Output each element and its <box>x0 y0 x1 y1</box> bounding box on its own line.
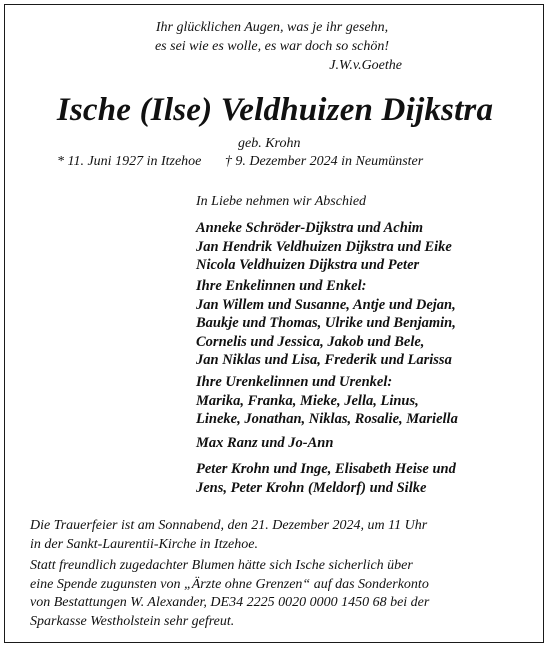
notice-line: in der Sankt-Laurentii-Kirche in Itzehoe. <box>30 536 258 552</box>
mourner-group-children <box>196 219 536 275</box>
poem-author: J.W.v.Goethe <box>329 58 402 73</box>
mourner-line: Anneke Schröder-Dijkstra und Achim <box>196 220 424 236</box>
notice-line: Die Trauerfeier ist am Sonnabend, den 21. Dezember 2024, um 11 Uhr <box>30 518 428 533</box>
mourner-line: Jan Hendrik Veldhuizen Dijkstra und Eike <box>196 238 452 255</box>
mourner-line: Ihre Urenkelinnen und Urenkel: <box>196 374 393 390</box>
donation-notice <box>30 557 526 631</box>
mourner-line: Jan Willem und Susanne, Antje und Dejan, <box>196 296 456 313</box>
mourner-group-grandchildren <box>196 277 536 370</box>
notice-line: eine Spende zugunsten von „Ärzte ohne Grenzen“ auf das Sonderkonto <box>30 576 429 592</box>
mourner-group-other <box>196 434 536 453</box>
mourners-intro: In Liebe nehmen wir Abschied <box>196 194 367 209</box>
poem-quote <box>0 18 550 75</box>
mourner-line: Lineke, Jonathan, Niklas, Rosalie, Mariella <box>196 411 458 427</box>
mourner-group-great-grandchildren <box>196 373 536 429</box>
mourner-line: Baukje und Thomas, Ulrike und Benjamin, <box>196 315 456 331</box>
mourner-group-relatives <box>196 460 536 497</box>
notice-line: Statt freundlich zugedachter Blumen hätte sich Ische sicherlich über <box>30 558 413 573</box>
mourner-line: Peter Krohn und Inge, Elisabeth Heise und <box>196 461 456 477</box>
deceased-name: Ische (Ilse) Veldhuizen Dijkstra <box>56 92 494 128</box>
ceremony-notice <box>30 517 526 554</box>
mourner-line: Max Ranz und Jo-Ann <box>196 435 334 451</box>
birth-name: geb. Krohn <box>238 136 301 151</box>
notice-line: von Bestattungen W. Alexander, DE34 2225 0020 0000 1450 68 bei der <box>30 595 430 610</box>
mourner-line: Jan Niklas und Lisa, Frederik und Larissa <box>196 352 452 368</box>
mourner-line: Cornelis und Jessica, Jakob und Bele, <box>196 333 425 350</box>
mourner-line: Ihre Enkelinnen und Enkel: <box>196 278 367 294</box>
birth-date: * 11. Juni 1927 in Itzehoe <box>57 154 202 169</box>
poem-line: Ihr glücklichen Augen, was je ihr gesehn, <box>155 20 389 35</box>
poem-line: es sei wie es wolle, es war doch so schön! <box>154 39 390 54</box>
notice-line: Sparkasse Westholstein sehr gefreut. <box>30 613 235 629</box>
mourner-line: Nicola Veldhuizen Dijkstra und Peter <box>196 257 420 273</box>
mourner-line: Jens, Peter Krohn (Meldorf) und Silke <box>196 479 427 496</box>
life-dates <box>57 154 423 170</box>
death-date: † 9. Dezember 2024 in Neumünster <box>224 154 424 169</box>
mourner-line: Marika, Franka, Mieke, Jella, Linus, <box>196 392 419 409</box>
